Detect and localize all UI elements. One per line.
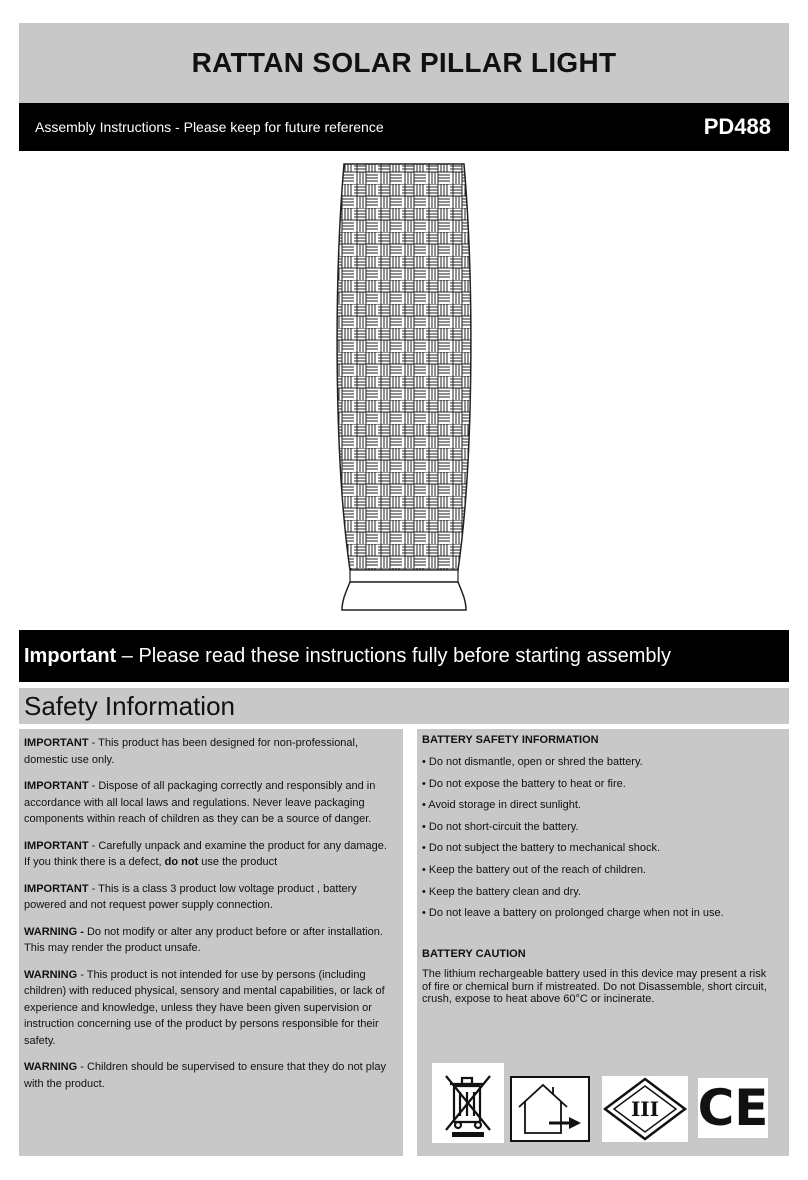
safety-heading-band (19, 688, 789, 724)
class-3-icon (602, 1076, 688, 1142)
battery-caution-heading: BATTERY CAUTION (422, 948, 526, 961)
weee-bin-icon (432, 1063, 504, 1143)
important-lead: Important (24, 644, 117, 667)
important-text: – Please read these instructions fully before starting assembly (116, 644, 671, 667)
safety-item: WARNING - Do not modify or alter any product before or after installation. This may render the product unsafe. (24, 925, 383, 954)
safety-item: IMPORTANT - Dispose of all packaging correctly and responsibly and in accordance with all local laws and regulations. Never leave packaging components within reach of children as they can be a source of danger. (24, 780, 376, 825)
battery-item: • Do not leave a battery on prolonged charge when not in use. (422, 907, 724, 920)
safety-item: IMPORTANT - This is a class 3 product low voltage product , battery powered and not request power supply connection. (24, 882, 357, 911)
class-3-label: III (630, 1097, 660, 1121)
battery-caution-text: The lithium rechargeable battery used in this device may present a risk of fire or chemical burn if mistreated. Do not Disassemble, short circuit, crush, expose to heat above 60°C or incinerate. (422, 968, 767, 1006)
safety-heading: Safety Information (24, 690, 235, 721)
subtitle-text: Assembly Instructions - Please keep for future reference (35, 119, 384, 135)
important-banner (19, 630, 789, 682)
safety-item: WARNING - Children should be supervised to ensure that they do not play with the product. (24, 1061, 386, 1090)
product-code: PD488 (703, 114, 771, 139)
document-title: RATTAN SOLAR PILLAR LIGHT (191, 47, 617, 78)
safety-item: IMPORTANT - Carefully unpack and examine the product for any damage. If you think there is a defect, do not use the product (24, 839, 387, 868)
ce-mark-label: CE (698, 1079, 768, 1137)
safety-left-panel (19, 729, 403, 1156)
battery-item: • Do not short-circuit the battery. (422, 820, 579, 833)
ce-mark-icon (698, 1078, 768, 1138)
battery-item: • Avoid storage in direct sunlight. (422, 799, 581, 812)
title-band (19, 23, 789, 103)
battery-item: • Do not expose the battery to heat or fire. (422, 777, 626, 790)
battery-safety-heading: BATTERY SAFETY INFORMATION (422, 734, 599, 746)
subtitle-band (19, 103, 789, 151)
battery-item: • Keep the battery clean and dry. (422, 885, 581, 898)
battery-item: • Do not subject the battery to mechanical shock. (422, 842, 661, 855)
battery-item: • Do not dismantle, open or shred the battery. (422, 756, 643, 768)
indoor-use-house-icon (510, 1076, 590, 1142)
safety-item: WARNING - This product is not intended for use by persons (including children) with reduced physical, sensory and mental capabilities, or lack of experience and knowledge, unless they have been given supervision or instruction concerning use of the product by persons responsible for their safety. (24, 968, 385, 1047)
pillar-light-illustration (330, 160, 478, 616)
safety-item: IMPORTANT - This product has been designed for non-professional, domestic use only. (24, 737, 359, 766)
battery-item: • Keep the battery out of the reach of children. (422, 863, 646, 876)
